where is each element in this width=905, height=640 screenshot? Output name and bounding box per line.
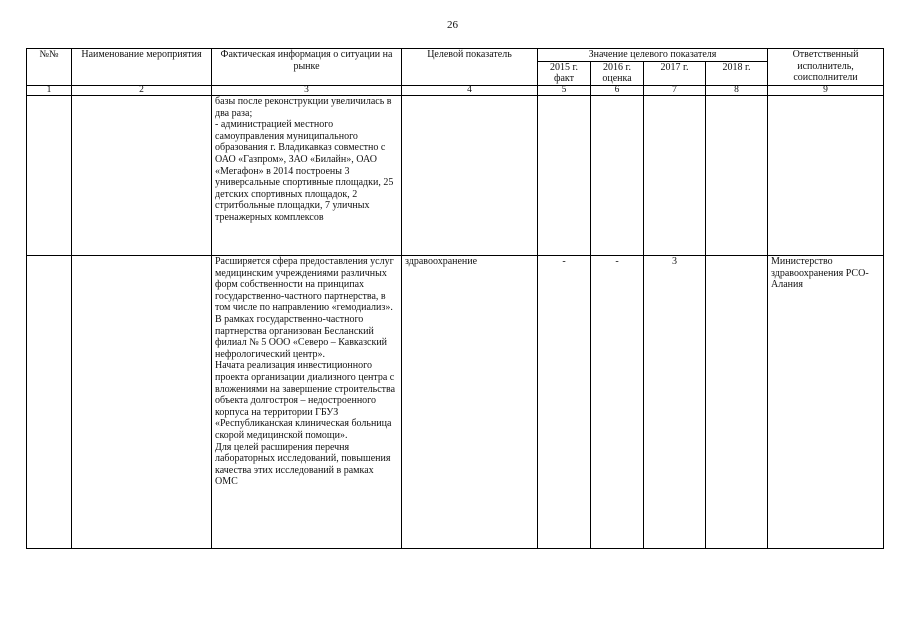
row-2016 (591, 96, 644, 256)
header-2015: 2015 г. факт (538, 61, 591, 85)
row-2015: - (538, 256, 591, 549)
row-2016: - (591, 256, 644, 549)
row-num (27, 256, 72, 549)
row-2017 (644, 96, 706, 256)
header-info: Фактическая информация о ситуации на рынке (212, 49, 402, 86)
row-num (27, 96, 72, 256)
row-responsible (768, 96, 884, 256)
row-2018 (706, 256, 768, 549)
header-value-group: Значение целевого показателя (538, 49, 768, 62)
page-number: 26 (447, 19, 458, 31)
table-row (27, 96, 884, 256)
table-row (27, 256, 884, 549)
column-number: 7 (644, 86, 706, 96)
column-number: 8 (706, 86, 768, 96)
row-2015 (538, 96, 591, 256)
indicators-table (26, 48, 884, 549)
header-num: №№ (27, 49, 72, 86)
row-target: здравоохранение (402, 256, 538, 549)
header-2017: 2017 г. (644, 61, 706, 85)
column-number-row (27, 86, 884, 96)
row-info: базы после реконструкции увеличилась в два раза; - администрацией местного самоуправления муниципального образования г. Владикавказ совместно с ОАО «Газпром», ЗАО «Билайн», ОАО «Мегафон» в 2014 построены 3 универсальные спортивные площадки, 25 детских спортивных площадок, 2 стритбольные площадки, 7 уличных тренажерных комплексов (212, 96, 402, 256)
row-target (402, 96, 538, 256)
row-info: Расширяется сфера предоставления услуг медицинским учреждениями различных форм собственности на принципах государственно-частного партнерства, в том числе по направлению «гемодиализ». В рамках государственно-частного партнерства организован Бесланский филиал № 5 ООО «Северо – Кавказский нефрологический центр». Начата реализация инвестиционного проекта организации диализного центра с вложениями на завершение строительства объекта долгостроя – недостроенного корпуса на территории ГБУЗ «Республиканская клиническая больница скорой медицинской помощи». Для целей расширения перечня лабораторных исследований, повышения качества этих исследований в рамках ОМС (212, 256, 402, 549)
column-number: 4 (402, 86, 538, 96)
row-2018 (706, 96, 768, 256)
header-2016: 2016 г. оценка (591, 61, 644, 85)
column-number: 6 (591, 86, 644, 96)
header-name: Наименование мероприятия (72, 49, 212, 86)
column-number: 1 (27, 86, 72, 96)
header-target: Целевой показатель (402, 49, 538, 86)
column-number: 5 (538, 86, 591, 96)
column-number: 9 (768, 86, 884, 96)
header-2018: 2018 г. (706, 61, 768, 85)
column-number: 3 (212, 86, 402, 96)
column-number: 2 (72, 86, 212, 96)
row-name (72, 256, 212, 549)
header-row-top (27, 49, 884, 62)
row-responsible: Министерство здравоохранения РСО-Алания (768, 256, 884, 549)
header-responsible: Ответственный исполнитель, соисполнители (768, 49, 884, 86)
row-name (72, 96, 212, 256)
row-2017: 3 (644, 256, 706, 549)
